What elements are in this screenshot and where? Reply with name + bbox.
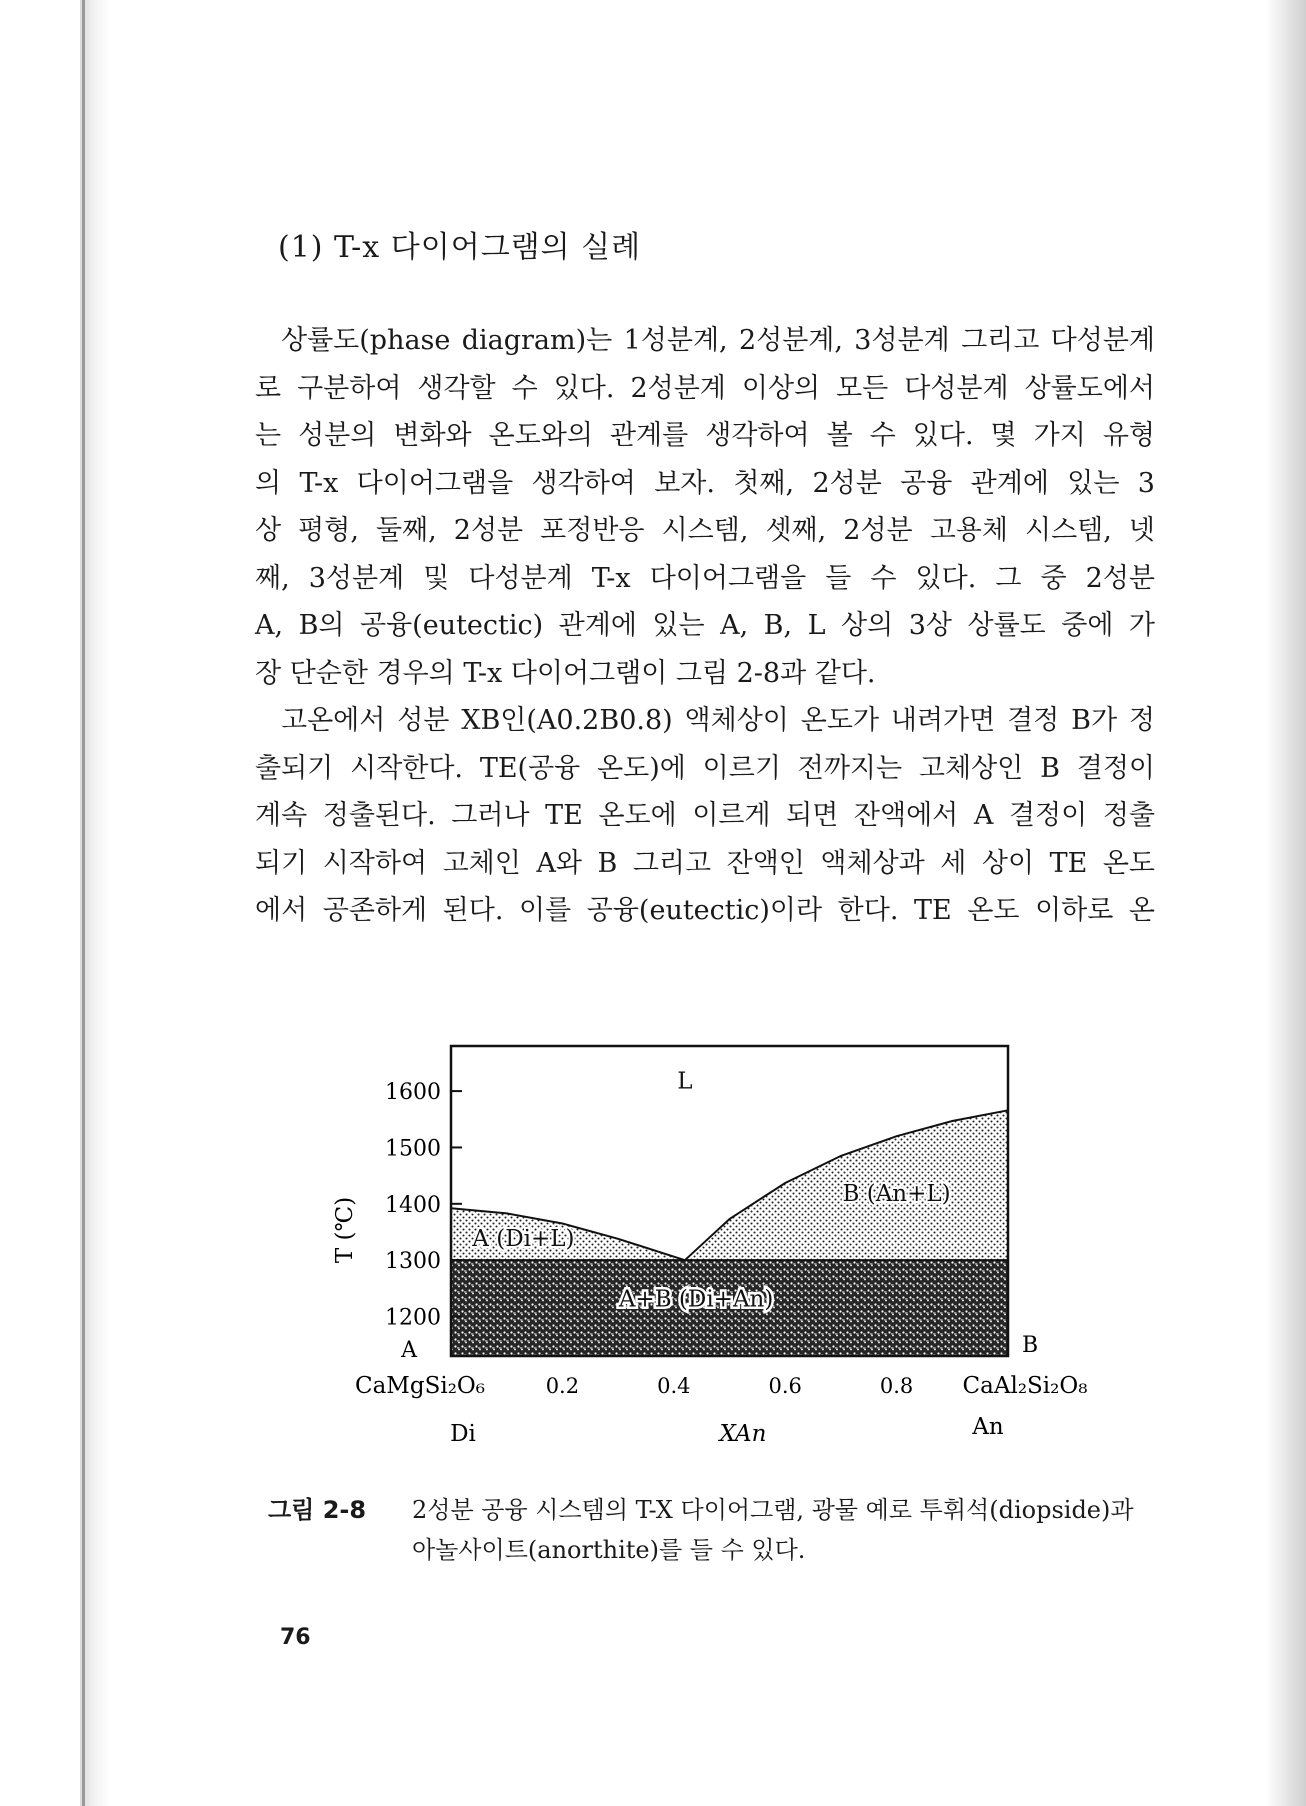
endmember-right-letter: B (1022, 1333, 1039, 1358)
text-line: A, B의 공융(eutectic) 관계에 있는 A, B, L 상의 3상 상률도 중에 가 (255, 610, 1155, 641)
x-ticks (546, 1374, 914, 1398)
page-number: 76 (280, 1625, 311, 1650)
text-line: 계속 정출된다. 그러나 TE 온도에 이르게 되면 잔액에서 A 결정이 정출 (255, 800, 1155, 831)
endmember-right-name: An (972, 1414, 1004, 1440)
text-line: 상 평형, 둘째, 2성분 포정반응 시스템, 셋째, 2성분 고용체 시스템, 넷 (255, 515, 1155, 546)
y-tick-label: 1500 (385, 1136, 441, 1162)
endmember-left-letter: A (401, 1338, 417, 1363)
page-edge (82, 0, 85, 1806)
y-tick-label: 1600 (385, 1080, 441, 1106)
text-line: 출되기 시작한다. TE(공융 온도)에 이르기 전까지는 고체상인 B 결정이 (255, 752, 1155, 784)
phase-diagram (300, 1030, 1120, 1450)
phase-field-label: L (677, 1068, 693, 1095)
endmember-left-formula: CaMgSi₂O₆ (355, 1373, 485, 1399)
x-tick-label: 0.4 (657, 1374, 691, 1398)
text-line: 의 T-x 다이어그램을 생각하여 보자. 첫째, 2성분 공융 관계에 있는 3 (255, 467, 1155, 499)
y-tick-label: 1200 (385, 1305, 441, 1331)
page-right-shade (1266, 0, 1306, 1806)
endmember-right-formula: CaAl₂Si₂O₈ (962, 1373, 1088, 1399)
y-axis-label: T (℃) (332, 1196, 358, 1264)
text-line: 에서 공존하게 된다. 이를 공융(eutectic)이라 한다. TE 온도 이하로 온 (255, 895, 1155, 926)
caption-label: 그림 2-8 (268, 1496, 367, 1524)
phase-field-label: A (Di+L) (472, 1226, 575, 1253)
text-line: 는 성분의 변화와 온도와의 관계를 생각하여 볼 수 있다. 몇 가지 유형 (255, 420, 1155, 451)
text-line: 고온에서 성분 XB인(A0.2B0.8) 액체상이 온도가 내려가면 결정 B가 정 (281, 705, 1155, 736)
phase-field-label: B (An+L) (842, 1181, 951, 1207)
caption-line: 2성분 공융 시스템의 T-X 다이어그램, 광물 예로 투휘석(diopside)과 (412, 1496, 1134, 1524)
text-line: 장 단순한 경우의 T-x 다이어그램이 그림 2-8과 같다. (255, 657, 876, 689)
endmember-left-name: Di (450, 1421, 476, 1447)
y-tick-label: 1400 (385, 1192, 441, 1218)
text-line: 되기 시작하여 고체인 A와 B 그리고 잔액인 액체상과 세 상이 TE 온도 (255, 847, 1155, 879)
x-axis-label: XAn (719, 1421, 767, 1447)
section-heading: (1) T-x 다이어그램의 실례 (278, 230, 642, 265)
caption-line: 아놀사이트(anorthite)를 들 수 있다. (412, 1536, 806, 1564)
y-tick-label: 1300 (385, 1249, 441, 1275)
text-line: 상률도(phase diagram)는 1성분계, 2성분계, 3성분계 그리고 다성분계 (281, 325, 1155, 356)
x-tick-label: 0.6 (768, 1374, 802, 1398)
figure-caption (268, 1490, 1168, 1570)
text-line: 로 구분하여 생각할 수 있다. 2성분계 이상의 모든 다성분계 상률도에서 (255, 372, 1155, 404)
x-tick-label: 0.2 (545, 1374, 580, 1398)
text-line: 째, 3성분계 및 다성분계 T-x 다이어그램을 들 수 있다. 그 중 2성분 (255, 562, 1155, 594)
body-text (255, 317, 1155, 935)
phase-field-label: A+B (Di+An) (618, 1286, 774, 1313)
x-tick-label: 0.8 (879, 1374, 914, 1398)
